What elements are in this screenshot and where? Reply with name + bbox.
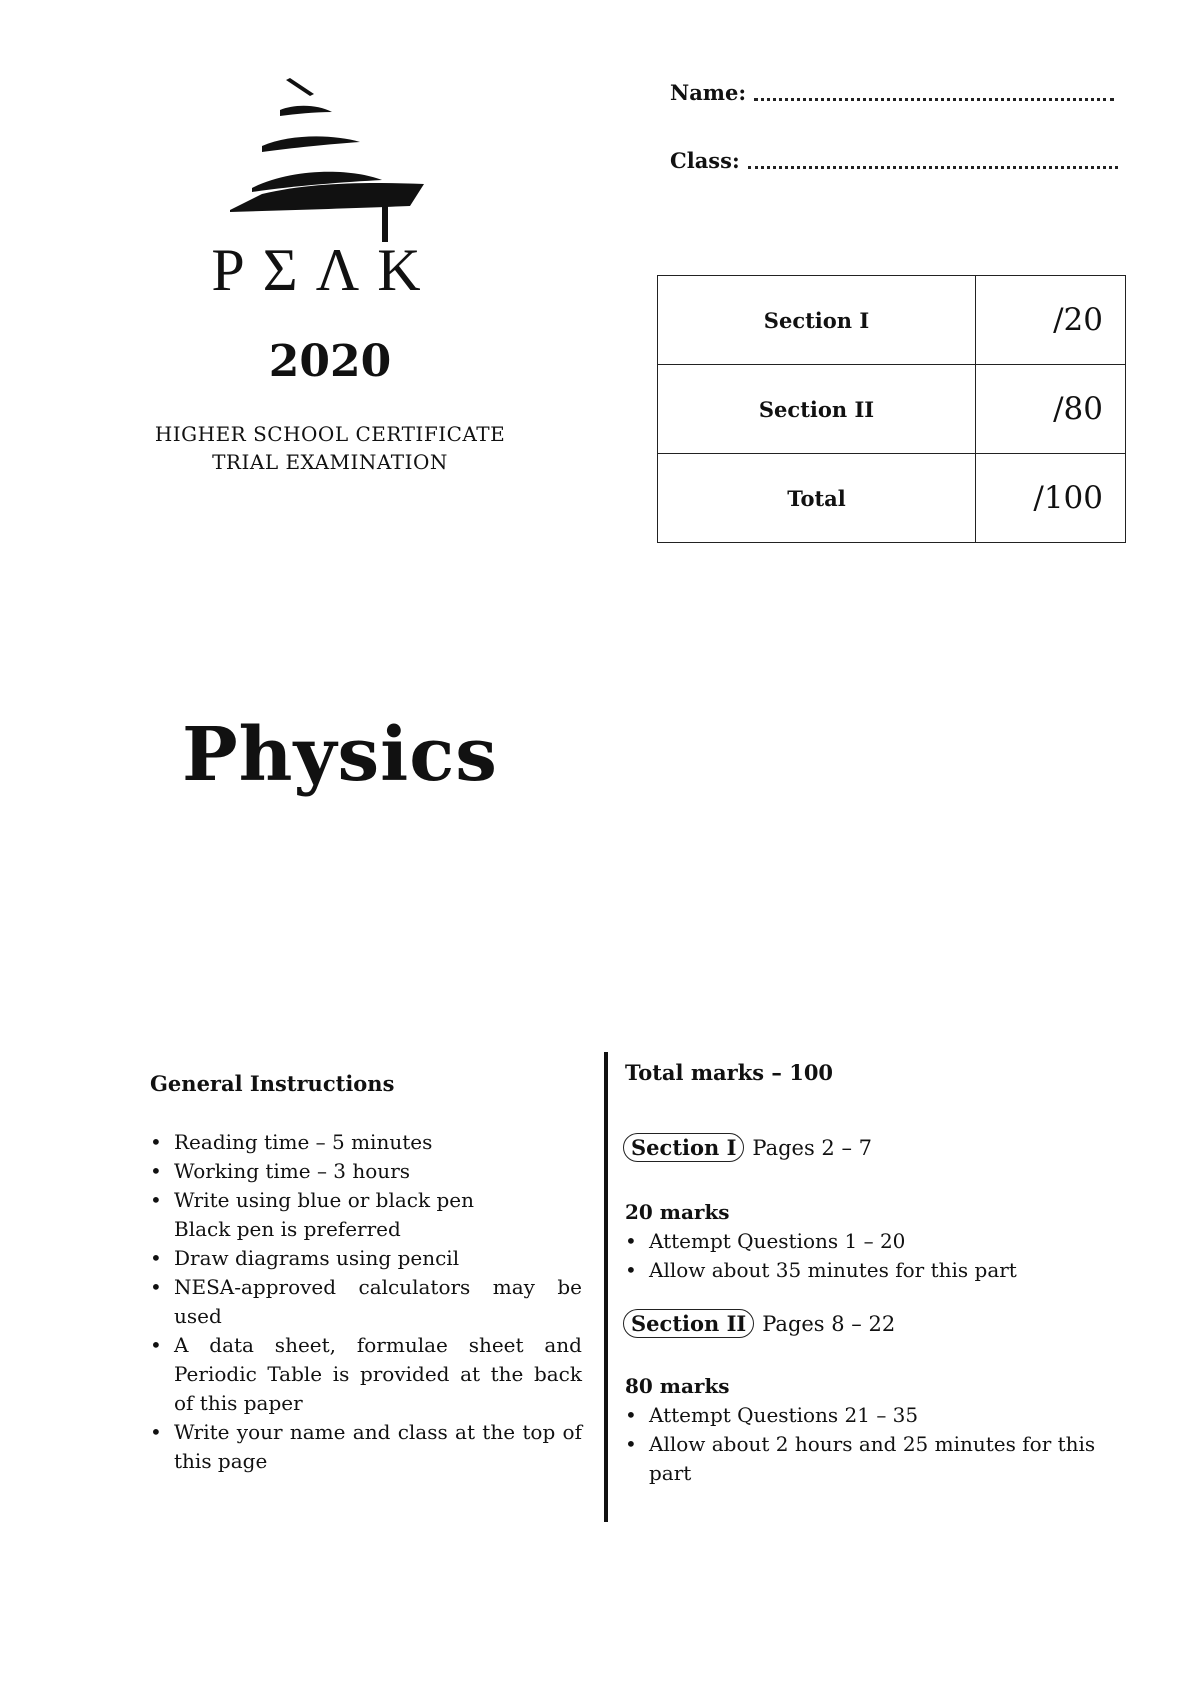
- list-item: • Draw diagrams using pencil: [150, 1244, 582, 1273]
- exam-title-line-2: TRIAL EXAMINATION: [212, 450, 448, 474]
- name-label: Name:: [670, 80, 747, 105]
- name-input-line[interactable]: [754, 97, 1114, 101]
- marks-table: [657, 275, 1126, 543]
- list-item-subtext: Black pen is preferred: [174, 1217, 401, 1241]
- section2-marks: 80 marks: [625, 1374, 730, 1398]
- general-instructions-title: General Instructions: [150, 1071, 395, 1096]
- section1-marks: 20 marks: [625, 1200, 730, 1224]
- section-score[interactable]: /20: [976, 276, 1126, 365]
- table-row: [658, 365, 1126, 454]
- list-item: • Attempt Questions 21 – 35: [625, 1401, 1125, 1430]
- logo-wordmark: PΣΛK: [211, 237, 439, 303]
- section1-list: [625, 1227, 1125, 1285]
- list-item: • Write your name and class at the top of this page: [150, 1418, 582, 1476]
- exam-title-line-1: HIGHER SCHOOL CERTIFICATE: [154, 422, 506, 446]
- section2-list: [625, 1401, 1125, 1488]
- section2-pages: Pages 8 – 22: [762, 1311, 896, 1336]
- section-label: Section I: [658, 276, 976, 365]
- list-item: • Allow about 35 minutes for this part: [625, 1256, 1125, 1285]
- name-field[interactable]: [670, 80, 1114, 105]
- class-field[interactable]: [670, 148, 1118, 173]
- table-row: [658, 454, 1126, 543]
- list-item: • Attempt Questions 1 – 20: [625, 1227, 1125, 1256]
- exam-year: 2020: [268, 336, 392, 387]
- list-item: • A data sheet, formulae sheet and Periodic Table is provided at the back of this paper: [150, 1331, 582, 1418]
- section2-header: [623, 1309, 895, 1338]
- section2-badge: Section II: [623, 1309, 754, 1338]
- section1-header: [623, 1133, 872, 1162]
- table-row: [658, 276, 1126, 365]
- peak-logo-icon: [222, 76, 434, 246]
- list-item: • Working time – 3 hours: [150, 1157, 582, 1186]
- total-marks: Total marks – 100: [625, 1060, 834, 1085]
- class-label: Class:: [670, 148, 740, 173]
- general-instructions-list: [150, 1128, 582, 1476]
- total-label: Total: [658, 454, 976, 543]
- list-item: • Reading time – 5 minutes: [150, 1128, 582, 1157]
- list-item-text: Write using blue or black pen: [174, 1188, 474, 1212]
- section1-pages: Pages 2 – 7: [752, 1135, 873, 1160]
- subject-title: Physics: [182, 712, 498, 798]
- total-score[interactable]: /100: [976, 454, 1126, 543]
- section-label: Section II: [658, 365, 976, 454]
- section1-badge: Section I: [623, 1133, 744, 1162]
- list-item: • NESA-approved calculators may be used: [150, 1273, 582, 1331]
- column-divider: [604, 1052, 608, 1522]
- section-score[interactable]: /80: [976, 365, 1126, 454]
- class-input-line[interactable]: [748, 165, 1118, 169]
- list-item: [150, 1186, 582, 1244]
- list-item: • Allow about 2 hours and 25 minutes for this part: [625, 1430, 1125, 1488]
